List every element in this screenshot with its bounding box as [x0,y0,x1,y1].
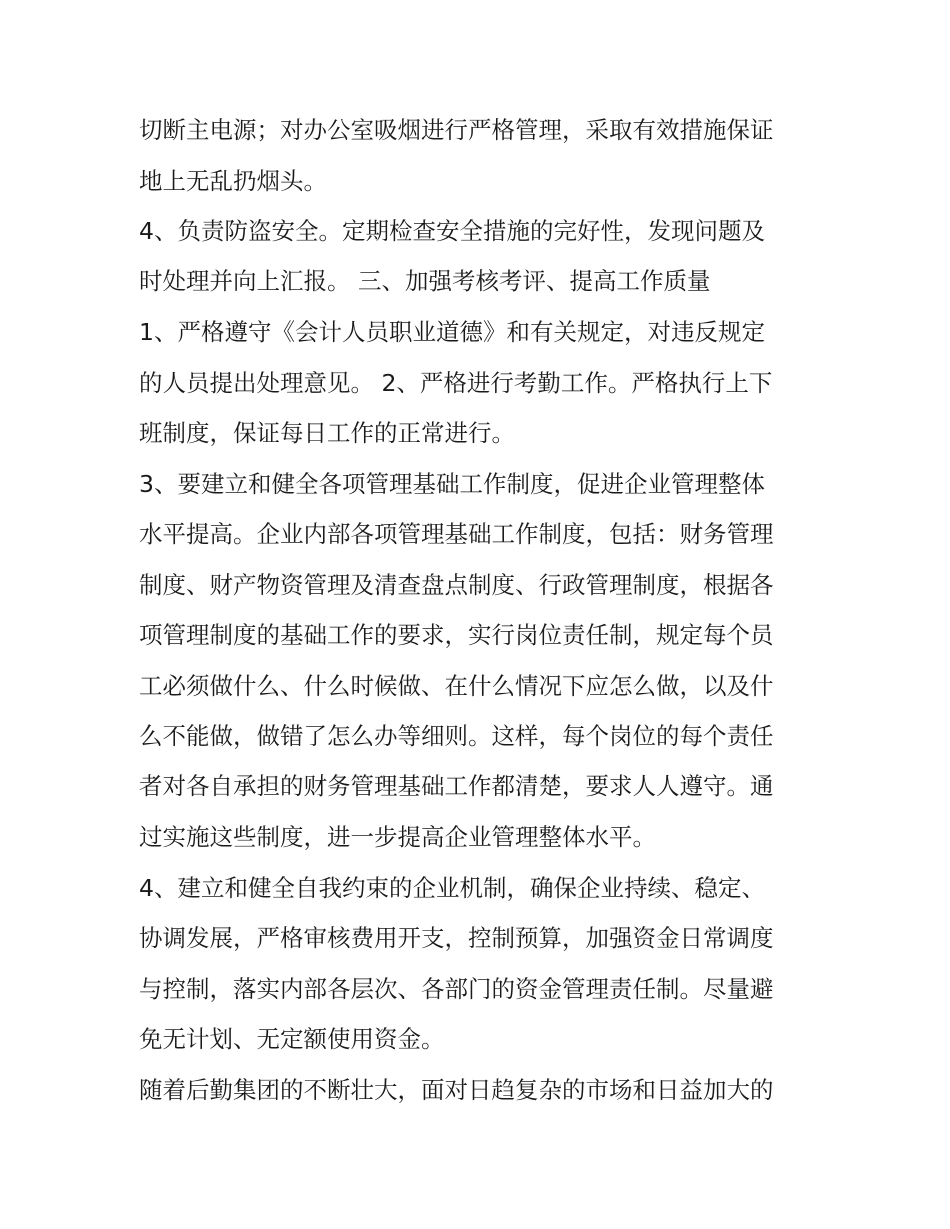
text-line: 与控制，落实内部各层次、各部门的资金管理责任制。尽量避 [139,975,774,1003]
text-line: 的人员提出处理意见。 2、严格进行考勤工作。严格执行上下 [139,369,773,397]
text-line: 过实施这些制度，进一步提高企业管理整体水平。 [139,823,656,851]
text-line: 项管理制度的基础工作的要求，实行岗位责任制，规定每个员 [139,621,774,649]
text-line: 4、建立和健全自我约束的企业机制，确保企业持续、稳定、 [139,874,765,902]
text-line: 制度、财产物资管理及清查盘点制度、行政管理制度，根据各 [139,571,774,599]
text-line: 切断主电源；对办公室吸烟进行严格管理，采取有效措施保证 [139,116,774,144]
text-line: 随着后勤集团的不断壮大，面对日趋复杂的市场和日益加大的 [139,1076,774,1104]
text-line: 协调发展，严格审核费用开支，控制预算，加强资金日常调度 [139,924,774,952]
text-line: 班制度，保证每日工作的正常进行。 [139,419,515,447]
text-line: 时处理并向上汇报。 三、加强考核考评、提高工作质量 [139,267,711,295]
text-line: 水平提高。企业内部各项管理基础工作制度，包括：财务管理 [139,520,774,548]
text-line: 免无计划、无定额使用资金。 [139,1025,445,1053]
text-line: 工必须做什么、什么时候做、在什么情况下应怎么做，以及什 [139,672,774,700]
text-line: 1、严格遵守《会计人员职业道德》和有关规定，对违反规定 [139,318,765,346]
text-line: 4、负责防盗安全。定期检查安全措施的完好性，发现问题及 [139,217,765,245]
text-line: 地上无乱扔烟头。 [139,167,327,195]
text-line: 么不能做，做错了怎么办等细则。这样，每个岗位的每个责任 [139,722,774,750]
text-line: 者对各自承担的财务管理基础工作都清楚，要求人人遵守。通 [139,772,774,800]
text-line: 3、要建立和健全各项管理基础工作制度，促进企业管理整体 [139,470,765,498]
